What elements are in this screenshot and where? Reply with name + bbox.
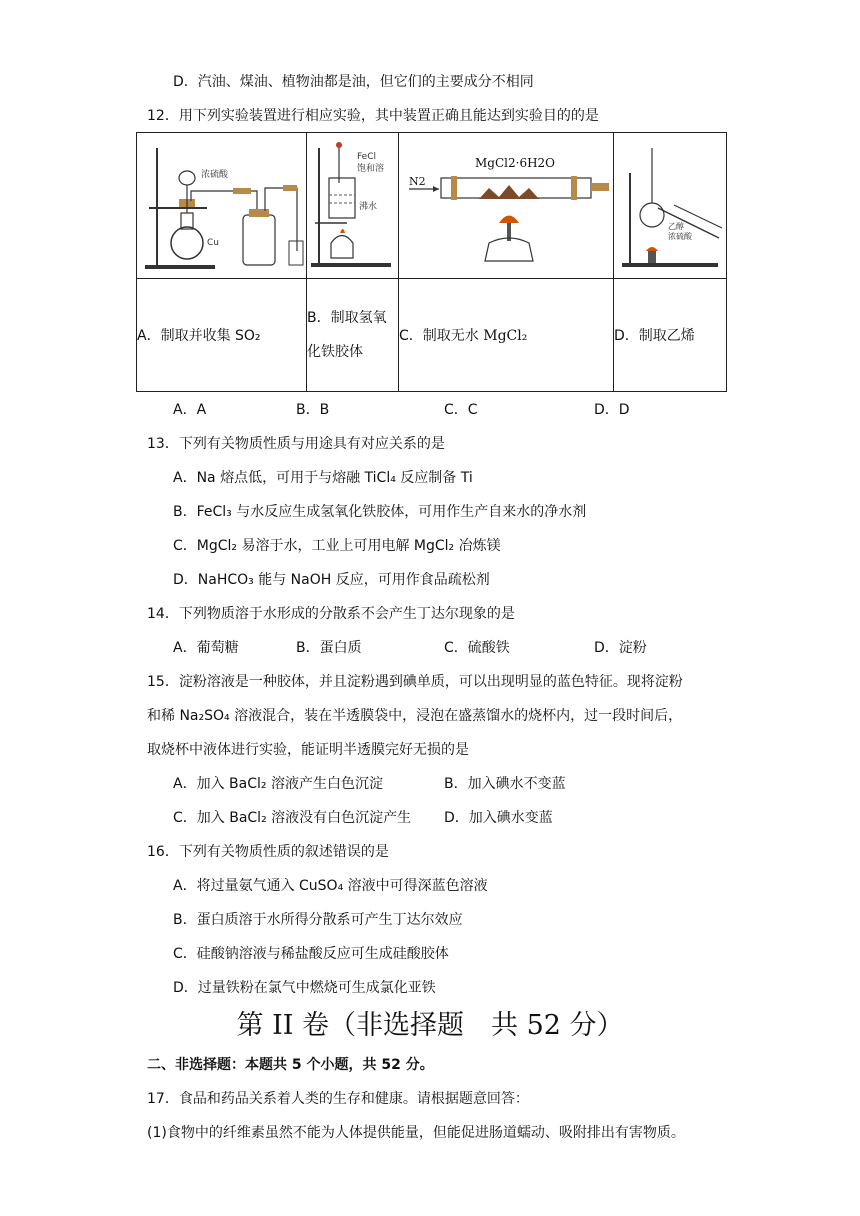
q15-stem-line3: 取烧杯中液体进行实验，能证明半透膜完好无损的是 xyxy=(147,742,469,758)
q14-option-a: A．葡萄糖 xyxy=(173,640,239,656)
figure-b-label-fecl: FeCl xyxy=(357,152,377,162)
figure-a-label-cu: Cu xyxy=(207,238,219,248)
q17-stem: 17．食品和药品关系着人类的生存和健康。请根据题意回答： xyxy=(147,1091,529,1107)
figure-a-label-acid: 浓硫酸 xyxy=(201,170,229,180)
so2-apparatus-figure xyxy=(137,133,305,278)
q16-option-b: B．蛋白质溶于水所得分散系可产生丁达尔效应 xyxy=(173,912,463,928)
cell-option-c-formula: MgCl₂ xyxy=(483,328,528,344)
colloid-apparatus-figure xyxy=(307,133,397,278)
cell-option-c xyxy=(399,279,614,392)
q13-option-a: A．Na 熔点低，可用于与熔融 TiCl₄ 反应制备 Ti xyxy=(173,470,473,486)
figure-a-cell xyxy=(137,133,307,279)
q12-option-d: D．D xyxy=(594,402,630,418)
q15-stem-line2: 和稀 Na₂SO₄ 溶液混合，装在半透膜袋中，浸泡在盛蒸馏水的烧杯内，过一段时间后， xyxy=(147,708,683,724)
q16-option-d: D．过量铁粉在氯气中燃烧可生成氯化亚铁 xyxy=(173,980,436,996)
section-heading: 二、非选择题：本题共 5 个小题，共 52 分。 xyxy=(147,1057,434,1073)
q16-option-a: A．将过量氨气通入 CuSO₄ 溶液中可得深蓝色溶液 xyxy=(173,878,488,894)
figure-c-label-formula: MgCl2·6H2O xyxy=(475,156,556,170)
q15-stem-line1: 15．淀粉溶液是一种胶体，并且淀粉遇到碘单质，可以出现明显的蓝色特征。现将淀粉 xyxy=(147,674,683,690)
ethylene-apparatus-figure xyxy=(614,133,725,278)
figure-b-label-boiling: 沸水 xyxy=(359,202,378,212)
section-title: 第 II 卷（非选择题 共 52 分） xyxy=(236,1010,624,1041)
q12-stem: 12．用下列实验装置进行相应实验，其中装置正确且能达到实验目的的是 xyxy=(147,108,599,124)
q15-option-b: B．加入碘水不变蓝 xyxy=(444,776,566,792)
q15-option-c: C．加入 BaCl₂ 溶液没有白色沉淀产生 xyxy=(173,810,412,826)
apparatus-table xyxy=(136,132,727,392)
q14-option-c: C．硫酸铁 xyxy=(444,640,510,656)
q12-option-b: B．B xyxy=(296,402,330,418)
q17-sub1: (1)食物中的纤维素虽然不能为人体提供能量，但能促进肠道蠕动、吸附排出有害物质。 xyxy=(147,1125,685,1141)
cell-option-b-text: B．制取氢氧化铁胶体 xyxy=(307,310,387,360)
q13-option-b: B．FeCl₃ 与水反应生成氢氧化铁胶体，可用作生产自来水的净水剂 xyxy=(173,504,587,520)
q14-option-d: D．淀粉 xyxy=(594,640,647,656)
q14-option-b: B．蛋白质 xyxy=(296,640,362,656)
q13-option-d: D．NaHCO₃ 能与 NaOH 反应，可用作食品疏松剂 xyxy=(173,572,490,588)
q16-stem: 16．下列有关物质性质的叙述错误的是 xyxy=(147,844,389,860)
figure-d-cell xyxy=(614,133,727,279)
figure-d-label-acid: 浓硫酸 xyxy=(668,232,692,241)
q12-option-c: C．C xyxy=(444,402,478,418)
q11-option-d: D．汽油、煤油、植物油都是油，但它们的主要成分不相同 xyxy=(173,74,534,90)
figure-c-cell xyxy=(399,133,614,279)
q15-option-a: A．加入 BaCl₂ 溶液产生白色沉淀 xyxy=(173,776,383,792)
q16-option-c: C．硅酸钠溶液与稀盐酸反应可生成硅酸胶体 xyxy=(173,946,449,962)
q14-stem: 14．下列物质溶于水形成的分散系不会产生丁达尔现象的是 xyxy=(147,606,515,622)
figure-b-cell xyxy=(307,133,399,279)
cell-option-d: D．制取乙烯 xyxy=(614,279,727,392)
figure-d-label-ethanol: 乙醇 xyxy=(668,222,684,231)
q15-option-d: D．加入碘水变蓝 xyxy=(444,810,553,826)
figure-c-label-n2: N2 xyxy=(409,175,426,188)
cell-option-c-prefix: C．制取无水 xyxy=(399,328,484,344)
mgcl2-apparatus-figure xyxy=(399,133,612,278)
cell-option-a: A．制取并收集 SO₂ xyxy=(137,279,307,392)
q12-option-a: A．A xyxy=(173,402,207,418)
cell-option-b xyxy=(307,279,399,392)
figure-b-label-solution: 饱和溶 xyxy=(357,164,385,174)
q13-option-c: C．MgCl₂ 易溶于水，工业上可用电解 MgCl₂ 冶炼镁 xyxy=(173,538,501,554)
q13-stem: 13．下列有关物质性质与用途具有对应关系的是 xyxy=(147,436,445,452)
